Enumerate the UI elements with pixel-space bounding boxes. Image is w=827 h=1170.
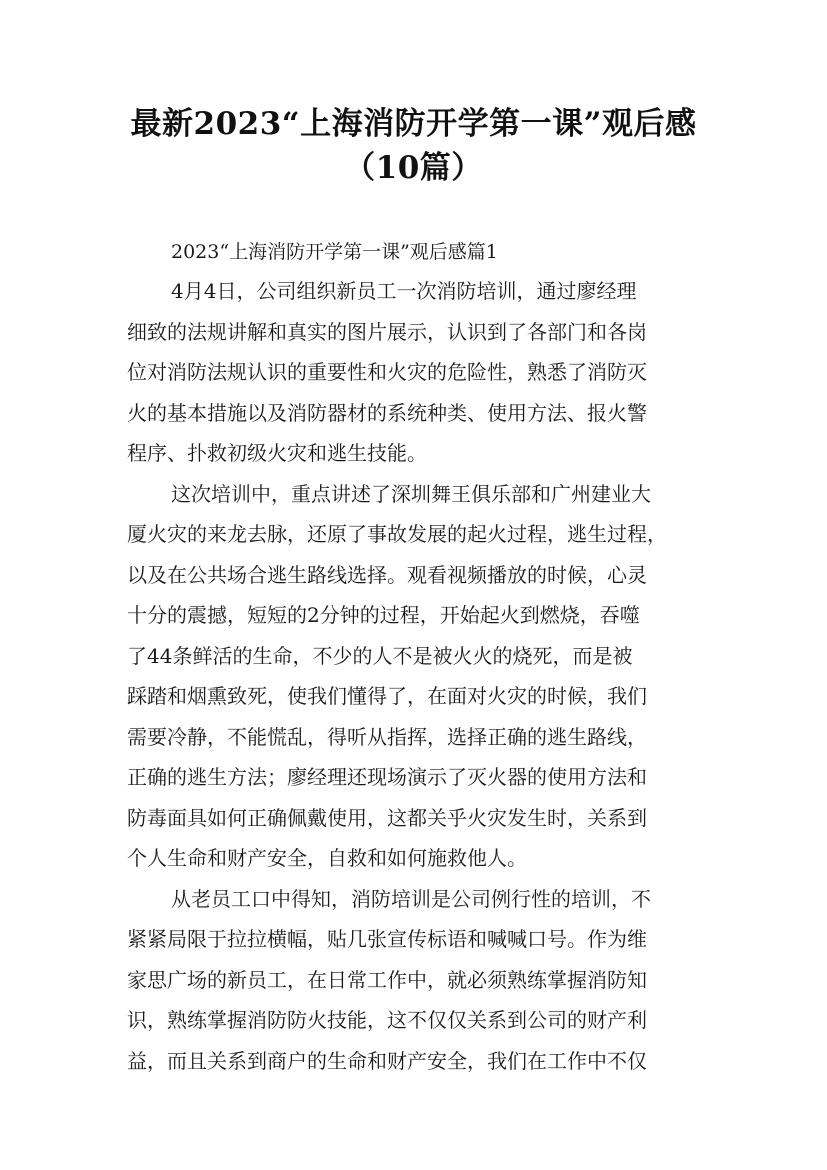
paragraph-line: 益，而且关系到商户的生命和财产安全，我们在工作中不仅 [127, 1048, 647, 1073]
paragraph-line: 正确的逃生方法；廖经理还现场演示了灭火器的使用方法和 [127, 765, 647, 789]
paragraph-line: 了44条鲜活的生命，不少的人不是被火火的烧死，而是被 [127, 643, 633, 668]
paragraph-line: 防毒面具如何正确佩戴使用，这都关乎火灾发生时，关系到 [127, 805, 647, 830]
paragraph-line: 识，熟练掌握消防防火技能，这不仅仅关系到公司的财产利 [127, 1008, 647, 1032]
paragraph-line: 踩踏和烟熏致死，使我们懂得了，在面对火灾的时候，我们 [127, 684, 647, 708]
paragraph-1 [127, 271, 710, 474]
paragraph-line: 家思广场的新员工，在日常工作中，就必须熟练掌握消防知 [127, 967, 647, 992]
paragraph-line: 从老员工口中得知，消防培训是公司例行性的培训，不 [171, 886, 651, 911]
paragraph-line: 十分的震撼，短短的2分钟的过程，开始起火到燃烧，吞噬 [127, 603, 640, 627]
paragraph-line: 厦火灾的来龙去脉，还原了事故发展的起火过程，逃生过程， [127, 522, 667, 546]
paragraph-line: 以及在公共场合逃生路线选择。观看视频播放的时候，心灵 [127, 562, 647, 587]
paragraph-line: 紧紧局限于拉拉横幅，贴几张宣传标语和喊喊口号。作为维 [127, 927, 647, 951]
paragraph-line: 4月4日，公司组织新员工一次消防培训，通过廖经理 [171, 279, 637, 303]
paragraph-2 [127, 474, 710, 879]
document-title: 最新2023“上海消防开学第一课”观后感 [130, 106, 697, 142]
document-body [127, 233, 710, 1081]
section-heading: 2023“上海消防开学第一课”观后感篇1 [171, 241, 498, 263]
paragraph-line: 个人生命和财产安全，自救和如何施救他人。 [127, 846, 527, 870]
paragraph-line: 火的基本措施以及消防器材的系统种类、使用方法、报火警 [127, 400, 647, 425]
paragraph-line: 位对消防法规认识的重要性和火灾的危险性，熟悉了消防灭 [127, 360, 647, 384]
paragraph-line: 细致的法规讲解和真实的图片展示，认识到了各部门和各岗 [127, 319, 647, 344]
paragraph-line: 需要冷静，不能慌乱，得听从指挥，选择正确的逃生路线， [127, 724, 647, 749]
paragraph-3 [127, 879, 710, 1082]
paragraph-line: 程序、扑救初级火灾和逃生技能。 [127, 441, 427, 465]
paragraph-line: 这次培训中，重点讲述了深圳舞王俱乐部和广州建业大 [171, 481, 651, 506]
document-title-subtitle: （10篇） [344, 150, 483, 186]
